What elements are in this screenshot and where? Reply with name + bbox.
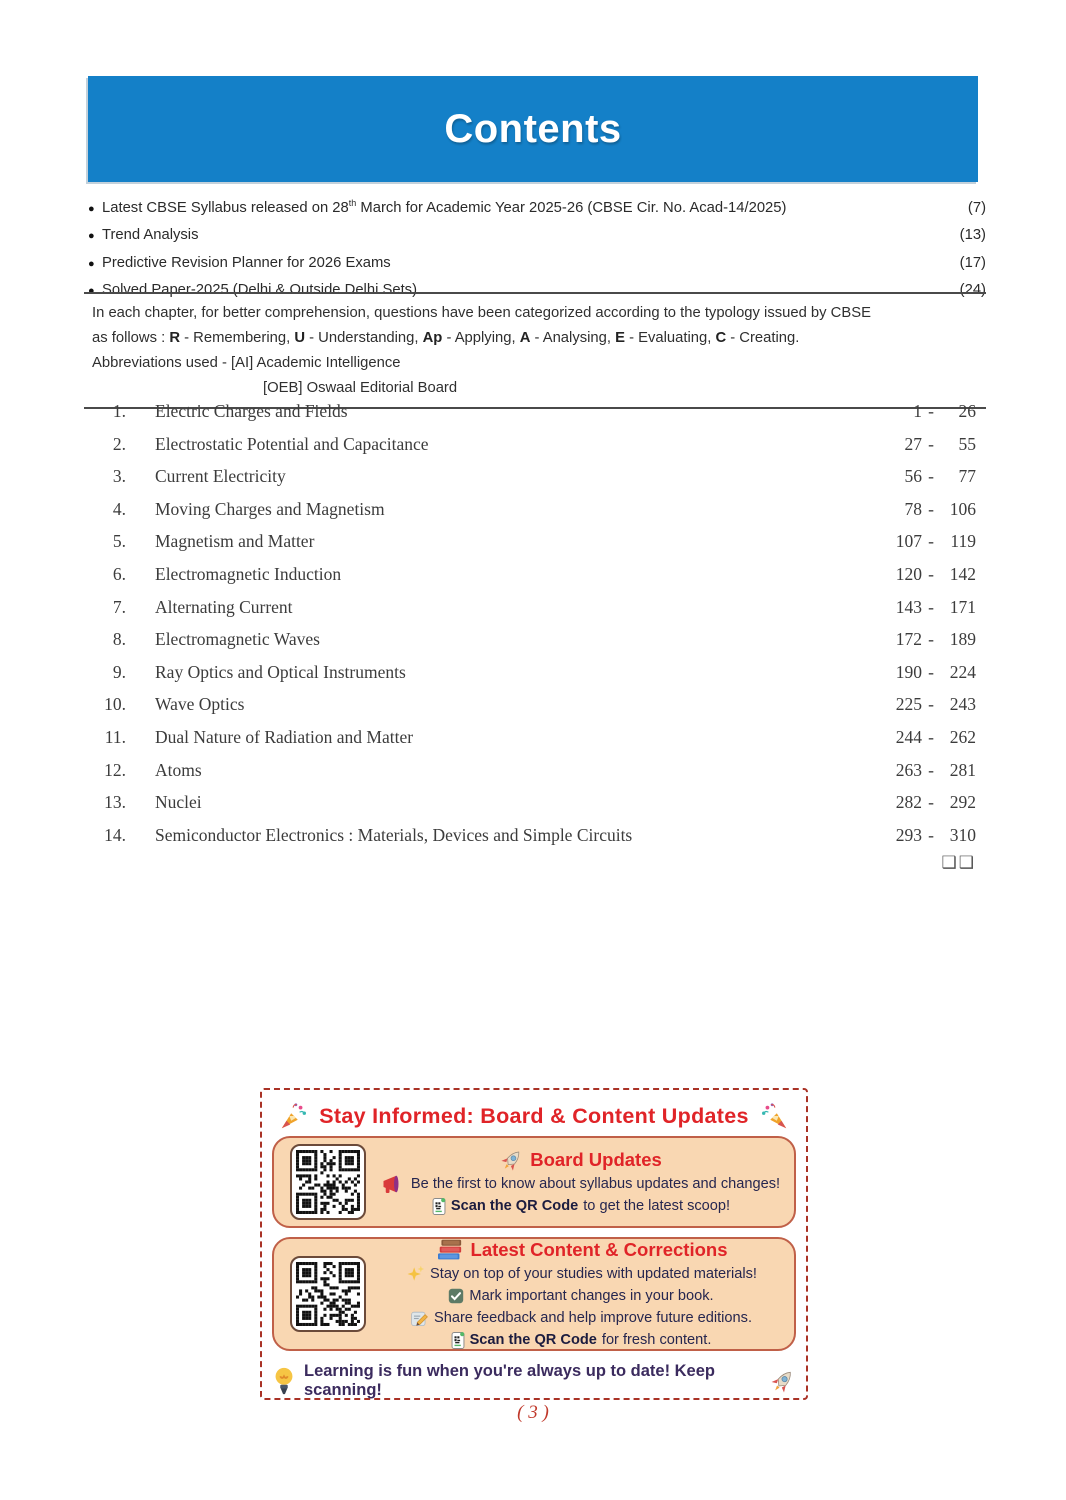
section-end-marker: ❑❑: [941, 853, 976, 872]
chapter-title: Magnetism and Matter: [155, 531, 315, 552]
chapter-list: [92, 401, 976, 857]
front-matter-page: (13): [959, 227, 986, 244]
chapter-page-to: 26: [958, 401, 976, 421]
chapter-page-dash: -: [928, 792, 934, 813]
chapter-row: [92, 499, 976, 532]
chapter-title: Nuclei: [155, 792, 202, 813]
chapter-page-to: 281: [949, 759, 976, 780]
chapter-page-to: 55: [958, 433, 976, 454]
chapter-row: [92, 792, 976, 825]
memo-pencil-icon: [410, 1309, 429, 1328]
board-updates-heading: Board Updates: [378, 1147, 784, 1173]
chapter-row: [92, 662, 976, 695]
rocket-icon: [770, 1368, 796, 1394]
chapter-title: Dual Nature of Radiation and Matter: [155, 726, 414, 747]
party-popper-icon: [279, 1101, 309, 1131]
books-icon: [435, 1238, 465, 1262]
chapter-row: [92, 401, 976, 434]
chapter-page-to: 77: [958, 466, 976, 487]
latest-content-content: [378, 1237, 784, 1351]
chapter-page-from: 27: [904, 433, 922, 454]
sparkles-icon: [405, 1264, 425, 1284]
chapter-number: 13.: [104, 792, 126, 813]
board-updates-scan-line: Scan the QR Code to get the latest scoop!: [378, 1195, 784, 1217]
chapter-page-from: 143: [895, 596, 922, 617]
chapter-page-from: 172: [895, 629, 922, 650]
chapter-page-from: 244: [895, 726, 922, 747]
chapter-title: Current Electricity: [155, 466, 286, 487]
lightbulb-icon: [272, 1366, 296, 1396]
chapter-title: Electromagnetic Waves: [155, 629, 320, 650]
chapter-row: [92, 466, 976, 499]
chapter-page-to: 292: [949, 792, 976, 813]
chapter-page-dash: -: [928, 531, 934, 552]
chapter-page-to: 106: [949, 498, 976, 519]
chapter-number: 3.: [112, 466, 126, 487]
chapter-number: 1.: [112, 401, 126, 421]
chapter-row: [92, 564, 976, 597]
chapter-title: Electric Charges and Fields: [155, 401, 348, 421]
chapter-number: 4.: [112, 498, 126, 519]
bullet-icon: ●: [88, 257, 95, 270]
latest-content-line-2: Mark important changes in your book.: [378, 1285, 784, 1307]
front-matter-label: Predictive Revision Planner for 2026 Exams: [102, 254, 391, 271]
rocket-icon: [500, 1148, 524, 1172]
stay-informed-title: Stay Informed: Board & Content Updates: [319, 1103, 749, 1128]
page-title: Contents: [444, 106, 622, 151]
chapter-number: 5.: [112, 531, 126, 552]
board-updates-qr-code: [290, 1144, 366, 1220]
chapter-number: 9.: [112, 661, 126, 682]
front-matter-page: (17): [959, 254, 986, 271]
chapter-row: [92, 727, 976, 760]
chapter-row: [92, 694, 976, 727]
latest-content-scan-line: Scan the QR Code for fresh content.: [378, 1329, 784, 1351]
chapter-page-to: 171: [949, 596, 976, 617]
qr-code-icon: [296, 1262, 360, 1326]
chapter-row: [92, 629, 976, 662]
chapter-number: 14.: [104, 824, 126, 845]
front-matter-page: (7): [967, 199, 986, 216]
chapter-page-dash: -: [928, 401, 934, 421]
chapter-page-from: 1: [913, 401, 922, 421]
front-matter-item: [88, 248, 986, 275]
board-updates-content: [378, 1147, 784, 1217]
chapter-page-from: 282: [895, 792, 922, 813]
page-number: ( 3 ): [517, 1402, 549, 1423]
party-popper-icon: [759, 1101, 789, 1131]
chapter-page-dash: -: [928, 759, 934, 780]
bullet-icon: ●: [88, 202, 95, 215]
front-matter-label: Trend Analysis: [102, 227, 199, 244]
chapter-page-dash: -: [928, 498, 934, 519]
note-line-1: In each chapter, for better comprehension, questions have been categorized according to the typology issued by CBSE: [92, 305, 871, 321]
stay-informed-footer: Learning is fun when you're always up to date! Keep scanning!: [272, 1360, 796, 1402]
chapter-page-from: 293: [895, 824, 922, 845]
front-matter-label: Solved Paper-2025 (Delhi & Outside Delhi Sets): [102, 282, 418, 299]
chapter-page-to: 142: [949, 563, 976, 584]
chapter-title: Moving Charges and Magnetism: [155, 498, 385, 519]
chapter-title: Electromagnetic Induction: [155, 563, 342, 584]
megaphone-icon: [382, 1174, 406, 1194]
chapter-page-from: 120: [895, 563, 922, 584]
chapter-page-to: 310: [949, 824, 976, 845]
latest-content-card: [272, 1237, 796, 1351]
note-line-2: as follows : R - Remembering, U - Understanding, Ap - Applying, A - Analysing, E - Evaluating, C - Creating.: [92, 330, 800, 346]
chapter-title: Atoms: [155, 759, 202, 780]
stay-informed-title-row: [272, 1096, 796, 1136]
chapter-page-dash: -: [928, 466, 934, 487]
chapter-number: 6.: [112, 563, 126, 584]
chapter-page-dash: -: [928, 596, 934, 617]
chapter-row: [92, 597, 976, 630]
chapter-page-to: 189: [949, 629, 976, 650]
stay-informed-box: [260, 1088, 808, 1400]
chapter-number: 10.: [104, 694, 126, 715]
front-matter-list: [88, 193, 986, 303]
chapter-title: Electrostatic Potential and Capacitance: [155, 433, 429, 454]
chapter-page-dash: -: [928, 661, 934, 682]
chapter-number: 8.: [112, 629, 126, 650]
chapter-number: 2.: [112, 433, 126, 454]
chapter-number: 12.: [104, 759, 126, 780]
qr-code-icon: [296, 1150, 360, 1214]
chapter-page-to: 243: [949, 694, 976, 715]
note-abbr-1: Abbreviations used - [AI] Academic Intelligence: [92, 355, 401, 371]
latest-content-line-3: Share feedback and help improve future editions.: [378, 1307, 784, 1329]
board-updates-card: [272, 1136, 796, 1228]
contents-banner: [88, 76, 978, 182]
chapter-title: Alternating Current: [155, 596, 293, 617]
typology-note: [84, 292, 986, 409]
chapter-page-from: 225: [895, 694, 922, 715]
latest-content-line-1: Stay on top of your studies with updated materials!: [378, 1263, 784, 1285]
chapter-page-to: 119: [950, 531, 976, 552]
chapter-page-from: 56: [904, 466, 922, 487]
chapter-title: Semiconductor Electronics : Materials, Devices and Simple Circuits: [155, 824, 633, 845]
latest-content-heading: Latest Content & Corrections: [378, 1237, 784, 1263]
chapter-row: [92, 760, 976, 793]
note-abbr-2: [OEB] Oswaal Editorial Board: [263, 380, 458, 396]
front-matter-page: (24): [959, 282, 986, 299]
chapter-row: [92, 531, 976, 564]
chapter-page-dash: -: [928, 433, 934, 454]
qr-scan-icon: [432, 1197, 446, 1216]
front-matter-item: [88, 220, 986, 247]
bullet-icon: ●: [88, 230, 95, 243]
typology-list: R - Remembering, U - Understanding, Ap - Applying, A - Analysing, E - Evaluating, C - Creating.: [169, 330, 800, 346]
chapter-page-to: 262: [949, 726, 976, 747]
chapter-page-from: 107: [895, 531, 922, 552]
front-matter-item: [88, 193, 986, 220]
checkmark-icon: [448, 1288, 464, 1304]
chapter-page-dash: -: [928, 694, 934, 715]
front-matter-label: Latest CBSE Syllabus released on 28th March for Academic Year 2025-26 (CBSE Cir. No. Acad-14/2025): [102, 198, 787, 216]
chapter-page-to: 224: [949, 661, 976, 682]
chapter-row: [92, 434, 976, 467]
qr-scan-icon: [451, 1331, 465, 1350]
chapter-page-from: 263: [895, 759, 922, 780]
chapter-title: Ray Optics and Optical Instruments: [155, 661, 406, 682]
chapter-page-dash: -: [928, 629, 934, 650]
chapter-number: 7.: [112, 596, 126, 617]
latest-content-qr-code: [290, 1256, 366, 1332]
chapter-title: Wave Optics: [155, 694, 245, 715]
bullet-icon: ●: [88, 285, 95, 298]
chapter-page-from: 190: [895, 661, 922, 682]
chapter-page-from: 78: [904, 498, 922, 519]
chapter-page-dash: -: [928, 563, 934, 584]
chapter-number: 11.: [104, 726, 126, 747]
board-updates-line-1: Be the first to know about syllabus updates and changes!: [378, 1173, 784, 1195]
chapter-page-dash: -: [928, 824, 934, 845]
chapter-page-dash: -: [928, 726, 934, 747]
